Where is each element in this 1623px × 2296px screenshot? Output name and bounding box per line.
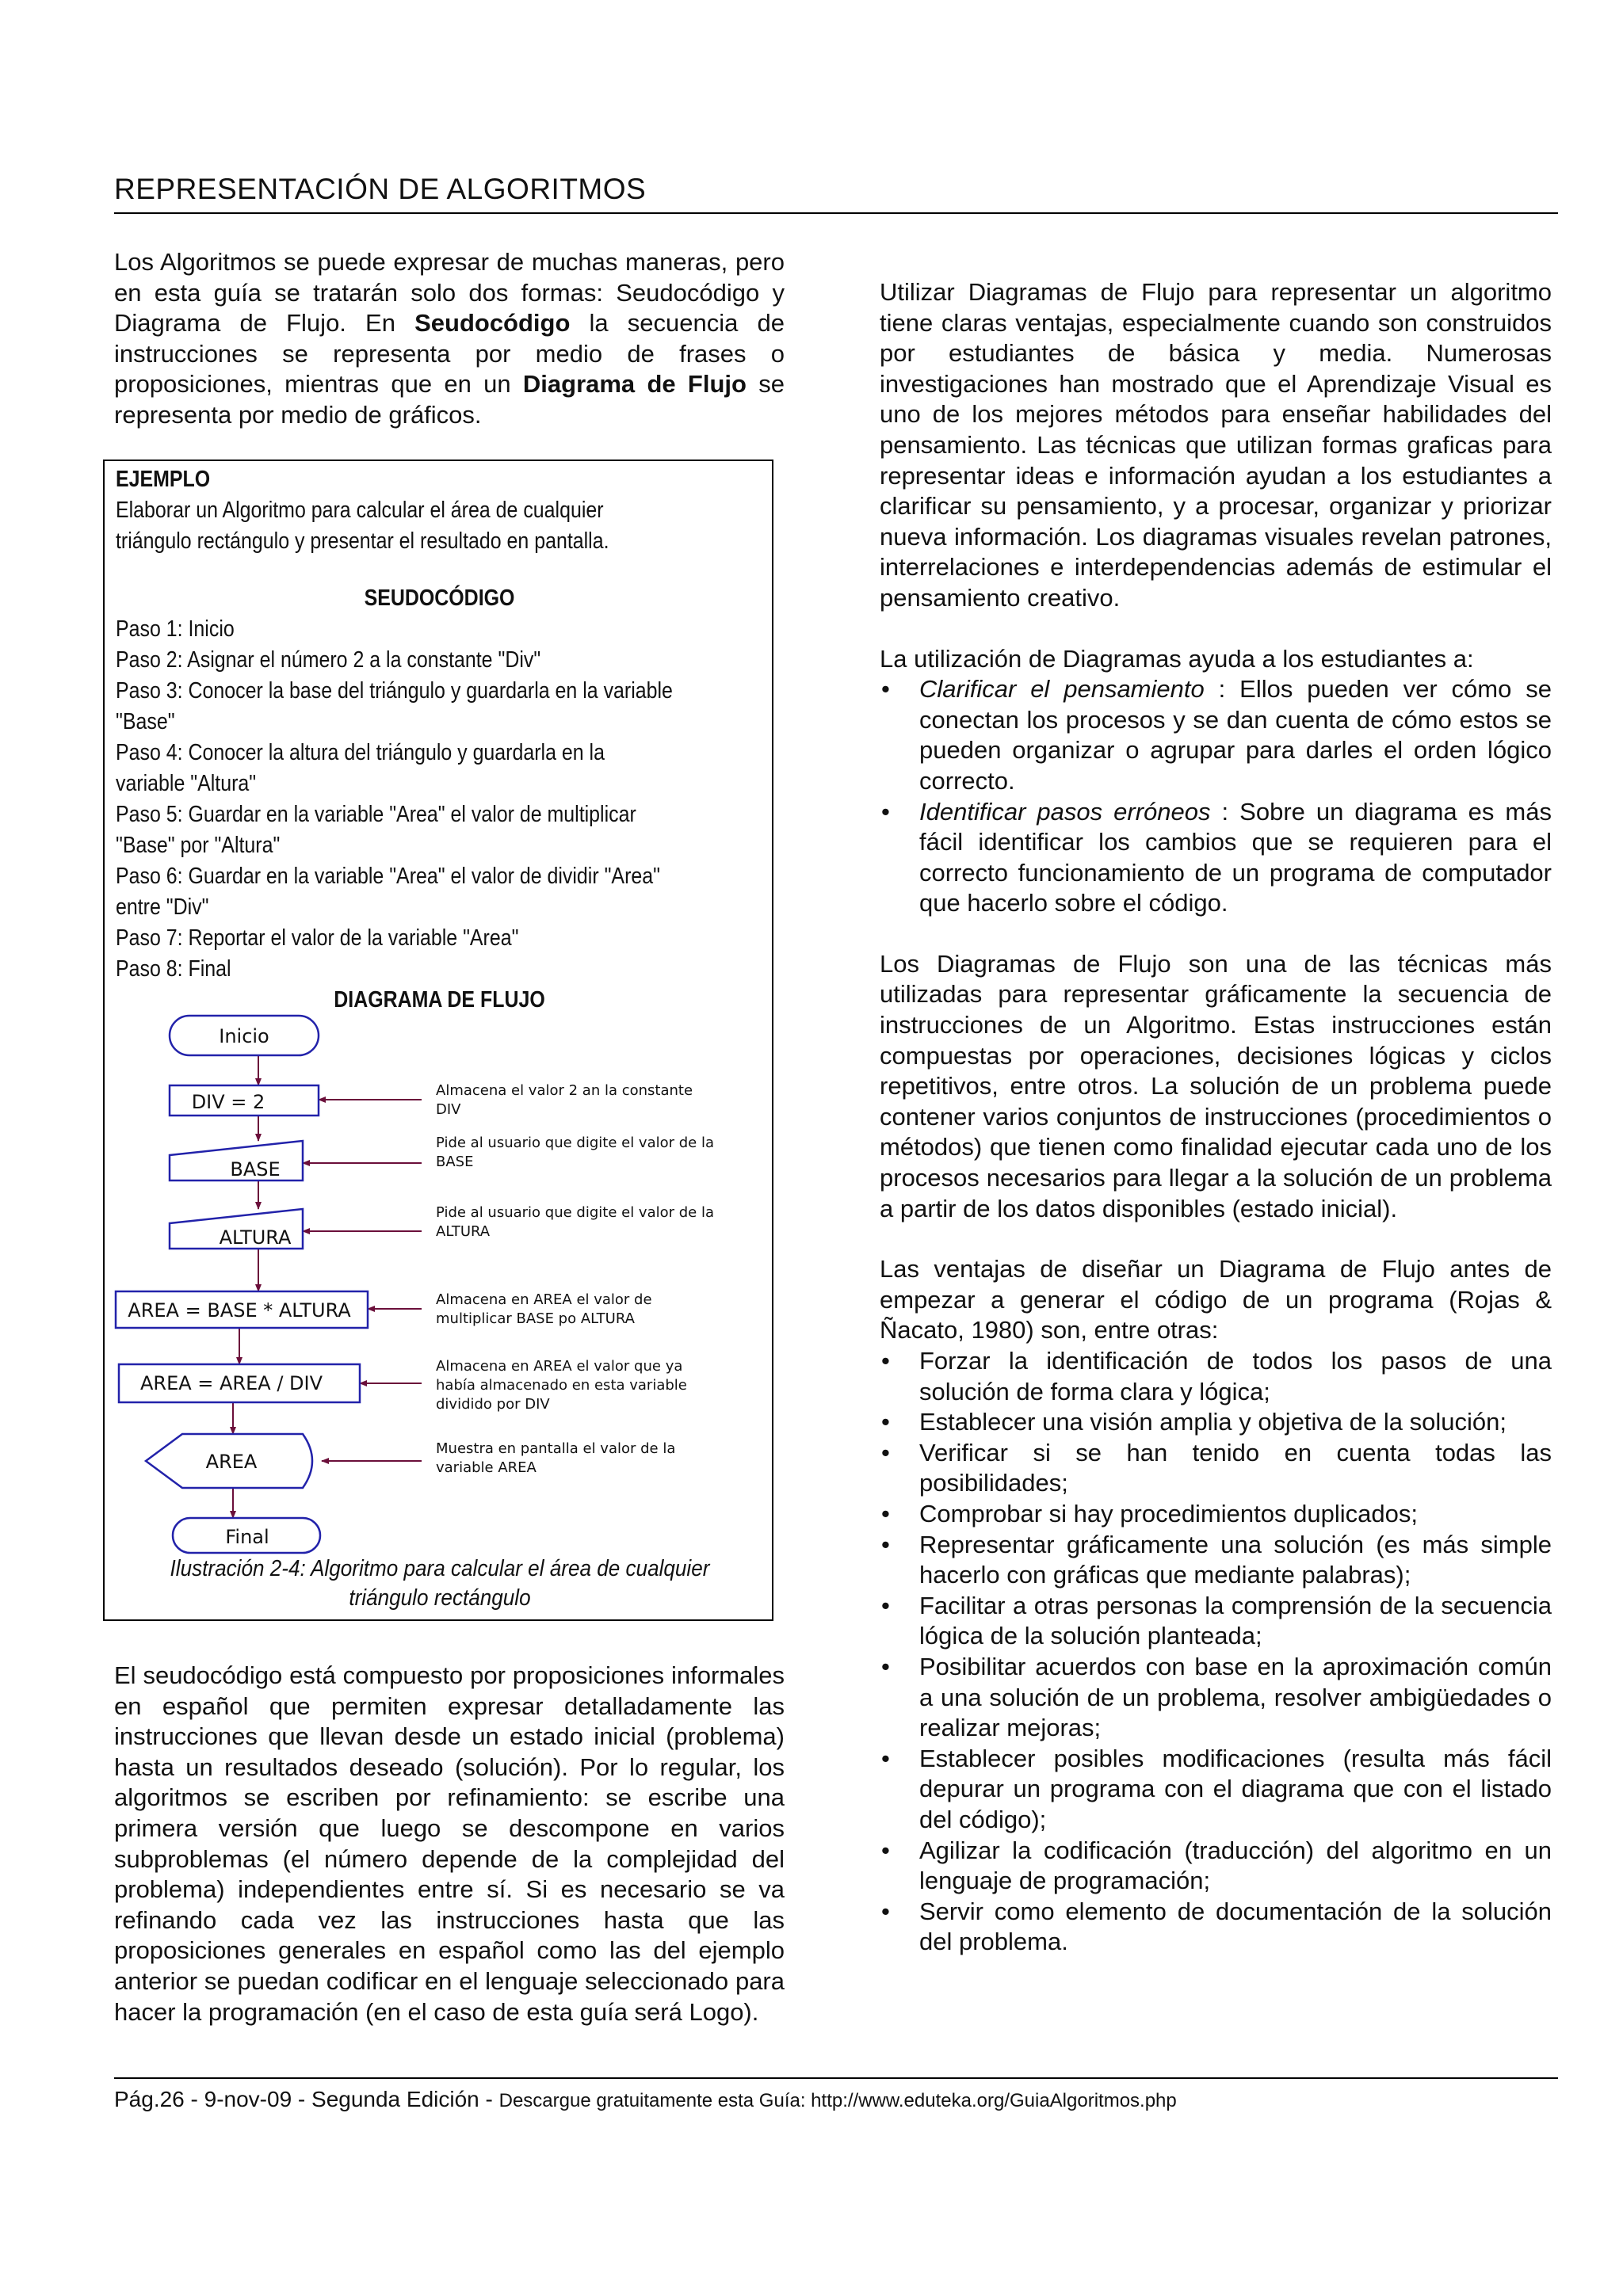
flow-label-show: AREA bbox=[205, 1451, 258, 1473]
page-title: REPRESENTACIÓN DE ALGORITMOS bbox=[114, 173, 647, 205]
advantage-item: • Establecer una visión amplia y objetiva de la solución; bbox=[880, 1407, 1552, 1438]
footer-divider bbox=[114, 2077, 1558, 2079]
intro-paragraph: Los Algoritmos se puede expresar de muchas maneras, pero en esta guía se tratarán solo dos formas: Seudocódigo y Diagrama de Flujo. En Seudocódigo la secuencia de instrucciones se representa por medio de frases o proposiciones, mientras que en un Diagrama de Flujo se representa por medio de gráficos. bbox=[114, 248, 785, 429]
note-div-1: Almacena el valor 2 an la constante bbox=[436, 1082, 693, 1099]
flow-label-final: Final bbox=[225, 1526, 269, 1548]
flow-label-divide: AREA = AREA / DIV bbox=[139, 1372, 323, 1394]
benefit-text: : Sobre un diagrama es más fácil identificar los cambios que se requieren para el correcto funcionamiento de un programa de computador que hacerlo sobre el código. bbox=[919, 797, 1552, 917]
footer-page-info: Pág.26 - 9-nov-09 - Segunda Edición - bbox=[114, 2087, 499, 2111]
flow-label-inicio: Inicio bbox=[219, 1025, 269, 1047]
figure-caption: Ilustración 2-4: Algoritmo para calcular el área de cualquier triángulo rectángulo bbox=[170, 1556, 710, 1611]
benefit-item bbox=[880, 797, 1552, 919]
pseudocode-step: Paso 5: Guardar en la variable "Area" el valor de multiplicar "Base" por "Altura" bbox=[116, 802, 636, 858]
footer-download-link: Descargue gratuitamente esta Guía: http://www.eduteka.org/GuiaAlgoritmos.php bbox=[498, 2090, 1177, 2111]
flow-label-base: BASE bbox=[230, 1158, 281, 1180]
advantage-item: • Posibilitar acuerdos con base en la aproximación común a una solución de un problema, resolver ambigüedades o realizar mejoras; bbox=[880, 1652, 1552, 1744]
note-show-1: Muestra en pantalla el valor de la bbox=[436, 1440, 676, 1457]
advantages-list bbox=[880, 1346, 1552, 1958]
advantage-item: • Forzar la identificación de todos los pasos de una solución de forma clara y lógica; bbox=[880, 1346, 1552, 1407]
page-footer bbox=[114, 2087, 1177, 2112]
pseudocode-step: Paso 3: Conocer la base del triángulo y guardarla en la variable "Base" bbox=[116, 678, 673, 734]
note-divide-1: Almacena en AREA el valor que ya bbox=[436, 1358, 683, 1375]
title-divider bbox=[114, 212, 1558, 214]
note-mult-1: Almacena en AREA el valor de bbox=[436, 1291, 652, 1308]
example-heading: EJEMPLO bbox=[116, 467, 211, 492]
pseudocode-step: Paso 4: Conocer la altura del triángulo y guardarla en la variable "Altura" bbox=[116, 740, 605, 796]
advantage-item: • Representar gráficamente una solución (es más simple hacerlo con gráficas que mediante palabras); bbox=[880, 1530, 1552, 1591]
note-base-1: Pide al usuario que digite el valor de la bbox=[436, 1135, 714, 1151]
flowchart-definition-paragraph: Los Diagramas de Flujo son una de las técnicas más utilizadas para representar gráficamente la secuencia de instrucciones de un Algoritmo. Estas instrucciones están compuestas por operaciones, decisiones lógicas y ciclos repetitivos, entre otros. La solución de un problema puede contener varios conjuntos de instrucciones (procedimientos o métodos) que tienen como finalidad ejecutar cada uno de los procesos necesarios para llegar a la solución de un problema a partir de los datos disponibles (estado inicial). bbox=[880, 949, 1552, 1222]
benefit-title: Clarificar el pensamiento bbox=[919, 675, 1205, 704]
flow-label-altura: ALTURA bbox=[219, 1226, 292, 1249]
flow-label-mult: AREA = BASE * ALTURA bbox=[128, 1299, 351, 1322]
pseudocode-step: Paso 1: Inicio bbox=[116, 616, 235, 642]
advantages-intro: Las ventajas de diseñar un Diagrama de Flujo antes de empezar a generar el código de un programa (Rojas & Ñacato, 1980) son, entre otras: bbox=[880, 1255, 1552, 1344]
advantage-item: • Agilizar la codificación (traducción) del algoritmo en un lenguaje de programación; bbox=[880, 1836, 1552, 1897]
diagram-helps-intro: La utilización de Diagramas ayuda a los estudiantes a: bbox=[880, 644, 1474, 673]
advantage-item: • Comprobar si hay procedimientos duplicados; bbox=[880, 1499, 1552, 1530]
benefit-item bbox=[880, 674, 1552, 796]
pseudocode-step: Paso 7: Reportar el valor de la variable "Area" bbox=[116, 925, 519, 951]
note-div-2: DIV bbox=[436, 1101, 461, 1118]
benefits-list bbox=[880, 674, 1552, 919]
example-box bbox=[103, 460, 773, 1621]
note-divide-3: dividido por DIV bbox=[436, 1396, 550, 1413]
pseudocode-step: Paso 2: Asignar el número 2 a la constante "Div" bbox=[116, 647, 541, 673]
benefit-title: Identificar pasos erróneos bbox=[919, 797, 1211, 826]
note-show-2: variable AREA bbox=[436, 1459, 537, 1476]
flowchart bbox=[105, 461, 775, 1554]
flow-label-div: DIV = 2 bbox=[191, 1091, 265, 1113]
right-column bbox=[880, 277, 1552, 1958]
example-description: Elaborar un Algoritmo para calcular el área de cualquier triángulo rectángulo y presentar el resultado en pantalla. bbox=[116, 498, 609, 554]
advantage-item: • Verificar si se han tenido en cuenta todas las posibilidades; bbox=[880, 1438, 1552, 1499]
flowchart-heading: DIAGRAMA DE FLUJO bbox=[334, 987, 545, 1013]
note-divide-2: había almacenado en esta variable bbox=[436, 1377, 687, 1394]
note-altura-2: ALTURA bbox=[436, 1223, 491, 1240]
seudocode-paragraph: El seudocódigo está compuesto por proposiciones informales en español que permiten expresar detalladamente las instrucciones que llevan desde un estado inicial (problema) hasta un resultados deseado (solución). Por lo regular, los algoritmos se escriben por refinamiento: se escribe una primera versión que luego se descompone en varios subproblemas (el número depende de la complejidad del problema) independientes entre sí. Si es necesario se va refinando cada vez las instrucciones hasta que las proposiciones generales en español como las del ejemplo anterior se puedan codificar en el lenguaje seleccionado para hacer la programación (en el caso de esta guía será Logo). bbox=[114, 1661, 785, 2026]
pseudocode-heading: SEUDOCÓDIGO bbox=[364, 585, 515, 611]
note-mult-2: multiplicar BASE po ALTURA bbox=[436, 1310, 635, 1327]
pseudocode-step: Paso 8: Final bbox=[116, 956, 231, 982]
advantage-item: • Facilitar a otras personas la comprensión de la secuencia lógica de la solución planteada; bbox=[880, 1591, 1552, 1652]
advantage-item: • Servir como elemento de documentación de la solución del problema. bbox=[880, 1897, 1552, 1958]
advantage-item: • Establecer posibles modificaciones (resulta más fácil depurar un programa con el diagrama que con el listado del código); bbox=[880, 1744, 1552, 1836]
note-base-2: BASE bbox=[436, 1154, 474, 1170]
benefit-text: : Ellos pueden ver cómo se conectan los procesos y se dan cuenta de cómo estos se pueden organizar o agrupar para darles el orden lógico correcto. bbox=[919, 675, 1552, 795]
pseudocode-step: Paso 6: Guardar en la variable "Area" el valor de dividir "Area" entre "Div" bbox=[116, 864, 660, 920]
diagram-advantages-paragraph: Utilizar Diagramas de Flujo para representar un algoritmo tiene claras ventajas, especialmente cuando son construidos por estudiantes de básica y media. Numerosas investigaciones han mostrado que el Aprendizaje Visual es uno de los mejores métodos para enseñar habilidades del pensamiento. Las técnicas que utilizan formas graficas para representar ideas e información ayudan a los estudiantes a clarificar su pensamiento, y a procesar, organizar y priorizar nueva información. Los diagramas visuales revelan patrones, interrelaciones e interdependencias además de estimular el pensamiento creativo. bbox=[880, 278, 1552, 612]
note-altura-1: Pide al usuario que digite el valor de la bbox=[436, 1204, 714, 1221]
